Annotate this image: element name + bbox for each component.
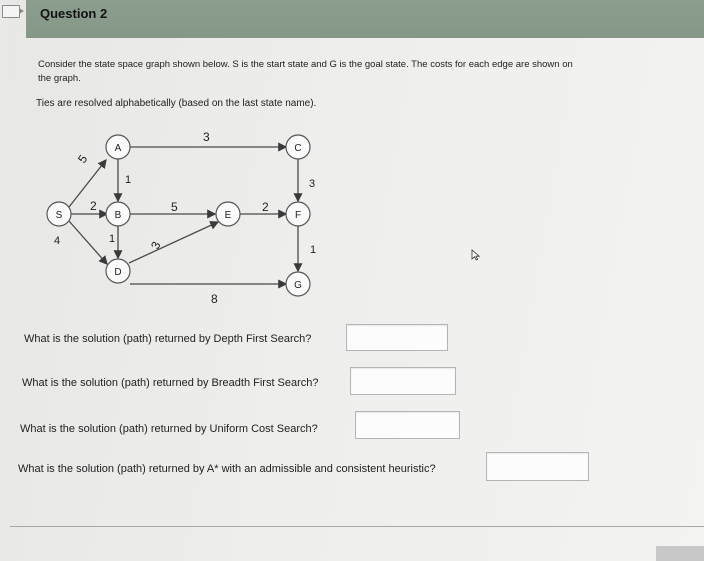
question-title: Question 2 [40,6,108,21]
state-space-graph [40,125,340,305]
svg-text:C: C [294,143,302,154]
cost-c-f: 3 [309,178,316,190]
prompt-text-cont: the graph. [38,73,81,84]
svg-text:B: B [114,210,122,221]
question-header [26,0,704,38]
node-b [106,202,130,226]
edge-s-d [69,221,107,264]
svg-text:F: F [294,210,302,221]
question-astar-label: What is the solution (path) returned by A* with an admissible and consistent heuristic? [18,463,436,475]
cost-d-e: 3 [148,239,164,252]
node-s [47,202,71,226]
cost-s-a: 5 [74,152,91,166]
mouse-cursor-icon [470,249,482,261]
node-g [286,272,310,296]
node-f [286,202,310,226]
edge-d-e [129,222,218,263]
slide-nav-icon[interactable] [2,5,20,18]
bfs-answer-input[interactable] [350,367,456,395]
left-strip [0,0,8,561]
bottom-corner-block [656,546,704,561]
prompt-text: Consider the state space graph shown below. S is the start state and G is the goal state. The costs for each edge are shown on [38,59,573,70]
cost-b-d: 1 [109,233,116,245]
divider [10,526,704,527]
svg-text:E: E [224,210,232,221]
question-dfs-label: What is the solution (path) returned by Depth First Search? [24,333,312,345]
node-c [286,135,310,159]
ucs-answer-input[interactable] [355,411,460,439]
svg-text:G: G [294,280,302,291]
edge-s-a [69,160,106,207]
ties-rule-text: Ties are resolved alphabetically (based on the last state name). [36,98,317,109]
cost-b-e: 5 [171,200,178,214]
svg-text:S: S [55,210,63,221]
svg-text:A: A [114,143,122,154]
node-a [106,135,130,159]
cost-d-g: 8 [211,292,218,305]
cost-s-d: 4 [54,235,61,247]
question-ucs-label: What is the solution (path) returned by Uniform Cost Search? [20,423,318,435]
cost-a-c: 3 [203,130,210,144]
node-d [106,259,130,283]
cost-a-b: 1 [125,174,132,186]
cost-s-b: 2 [90,199,97,213]
node-e [216,202,240,226]
cost-e-f: 2 [262,200,269,214]
dfs-answer-input[interactable] [346,324,448,351]
question-bfs-label: What is the solution (path) returned by Breadth First Search? [22,377,319,389]
svg-text:D: D [114,267,122,278]
cost-f-g: 1 [310,244,317,256]
astar-answer-input[interactable] [486,452,589,481]
